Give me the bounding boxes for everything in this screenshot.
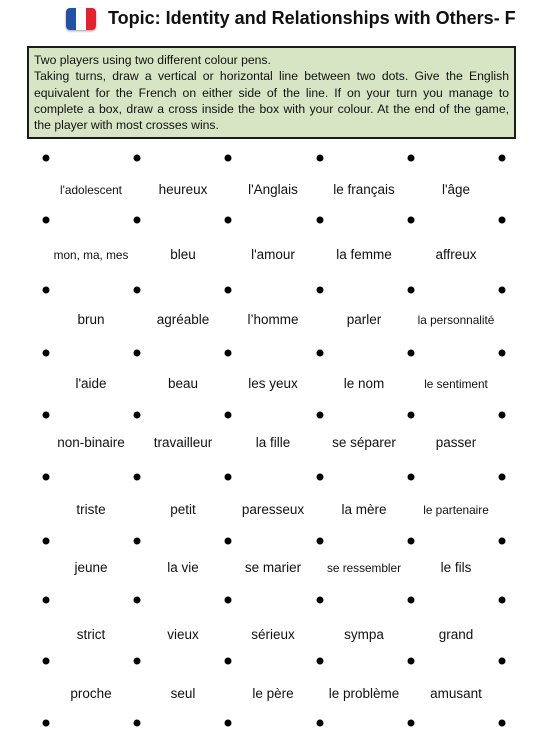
grid-dot[interactable] bbox=[499, 474, 506, 481]
word-cell: strict bbox=[76, 627, 106, 642]
word-cell: jeune bbox=[74, 560, 108, 575]
grid-dot[interactable] bbox=[134, 155, 141, 162]
grid-dot[interactable] bbox=[134, 720, 141, 727]
word-cell: l'amour bbox=[251, 247, 295, 262]
word-cell: seul bbox=[170, 686, 196, 701]
grid-dot[interactable] bbox=[43, 412, 50, 419]
word-cell: non-binaire bbox=[57, 435, 125, 450]
word-cell: l'Anglais bbox=[248, 182, 298, 197]
grid-dot[interactable] bbox=[43, 155, 50, 162]
word-cell: le nom bbox=[343, 376, 385, 391]
word-cell: la personnalité bbox=[417, 313, 495, 327]
grid-dot[interactable] bbox=[317, 217, 324, 224]
word-cell: proche bbox=[70, 686, 112, 701]
word-cell: passer bbox=[435, 435, 477, 450]
word-cell: la mère bbox=[341, 502, 387, 517]
grid-dot[interactable] bbox=[225, 538, 232, 545]
grid-dot[interactable] bbox=[134, 350, 141, 357]
instructions-line-2: Taking turns, draw a vertical or horizontal line between two dots. Give the English equivalent for the French on either side of the line. If on your turn you manage to complete a box, draw a cross inside the box with your colour. At the end of the game, the player with most crosses wins. bbox=[34, 69, 509, 133]
word-cell: parler bbox=[346, 312, 382, 327]
grid-dot[interactable] bbox=[408, 155, 415, 162]
grid-dot[interactable] bbox=[134, 597, 141, 604]
grid-dot[interactable] bbox=[134, 217, 141, 224]
grid-dot[interactable] bbox=[134, 412, 141, 419]
grid-dot[interactable] bbox=[499, 217, 506, 224]
word-cell: l'aide bbox=[75, 376, 107, 391]
grid-dot[interactable] bbox=[225, 155, 232, 162]
grid-dot[interactable] bbox=[408, 287, 415, 294]
grid-dot[interactable] bbox=[499, 597, 506, 604]
word-cell: se ressembler bbox=[326, 561, 402, 575]
word-cell: le père bbox=[252, 686, 294, 701]
grid-dot[interactable] bbox=[317, 287, 324, 294]
word-cell: heureux bbox=[158, 182, 208, 197]
grid-dot[interactable] bbox=[499, 155, 506, 162]
word-cell: petit bbox=[170, 502, 196, 517]
grid-dot[interactable] bbox=[43, 217, 50, 224]
grid-dot[interactable] bbox=[317, 720, 324, 727]
grid-dot[interactable] bbox=[408, 720, 415, 727]
grid-dot[interactable] bbox=[225, 597, 232, 604]
grid-dot[interactable] bbox=[225, 217, 232, 224]
grid-dot[interactable] bbox=[225, 350, 232, 357]
word-cell: brun bbox=[77, 312, 105, 327]
word-cell: la femme bbox=[336, 247, 392, 262]
grid-dot[interactable] bbox=[317, 538, 324, 545]
word-cell: beau bbox=[167, 376, 199, 391]
word-cell: grand bbox=[438, 627, 474, 642]
word-cell: sympa bbox=[344, 627, 384, 642]
grid-dot[interactable] bbox=[408, 538, 415, 545]
grid-dot[interactable] bbox=[134, 658, 141, 665]
grid-dot[interactable] bbox=[408, 658, 415, 665]
grid-dot[interactable] bbox=[225, 287, 232, 294]
word-cell: l'âge bbox=[441, 182, 471, 197]
word-cell: l’homme bbox=[247, 312, 299, 327]
instructions-line-1: Two players using two different colour pens. bbox=[34, 53, 271, 67]
word-cell: vieux bbox=[167, 627, 199, 642]
word-cell: la vie bbox=[167, 560, 199, 575]
grid-dot[interactable] bbox=[43, 350, 50, 357]
grid-dot[interactable] bbox=[408, 597, 415, 604]
grid-dot[interactable] bbox=[499, 538, 506, 545]
grid-dot[interactable] bbox=[408, 350, 415, 357]
grid-dot[interactable] bbox=[317, 155, 324, 162]
grid-dot[interactable] bbox=[43, 597, 50, 604]
grid-dot[interactable] bbox=[43, 658, 50, 665]
word-cell: triste bbox=[76, 502, 106, 517]
grid-dot[interactable] bbox=[317, 658, 324, 665]
grid-dot[interactable] bbox=[134, 538, 141, 545]
word-cell: bleu bbox=[170, 247, 196, 262]
word-cell: mon, ma, mes bbox=[53, 248, 129, 262]
word-cell: la fille bbox=[255, 435, 291, 450]
word-cell: l'adolescent bbox=[60, 183, 122, 197]
grid-dot[interactable] bbox=[134, 287, 141, 294]
grid-dot[interactable] bbox=[499, 287, 506, 294]
grid-dot[interactable] bbox=[317, 474, 324, 481]
word-cell: se marier bbox=[244, 560, 302, 575]
word-cell: le sentiment bbox=[424, 377, 488, 391]
grid-dot[interactable] bbox=[499, 720, 506, 727]
word-cell: les yeux bbox=[248, 376, 298, 391]
grid-dot[interactable] bbox=[43, 720, 50, 727]
grid-dot[interactable] bbox=[43, 474, 50, 481]
grid-dot[interactable] bbox=[317, 350, 324, 357]
word-cell: sérieux bbox=[251, 627, 295, 642]
word-cell: se séparer bbox=[332, 435, 396, 450]
page-title: Topic: Identity and Relationships with Others- F bbox=[108, 8, 516, 28]
word-cell: travailleur bbox=[153, 435, 213, 450]
word-cell: affreux bbox=[435, 247, 477, 262]
word-cell: agréable bbox=[156, 312, 210, 327]
grid-dot[interactable] bbox=[317, 597, 324, 604]
word-cell: paresseux bbox=[241, 502, 305, 517]
grid-dot[interactable] bbox=[499, 412, 506, 419]
word-cell: le partenaire bbox=[423, 503, 489, 517]
grid-dot[interactable] bbox=[134, 474, 141, 481]
word-cell: le problème bbox=[328, 686, 400, 701]
grid-dot[interactable] bbox=[499, 350, 506, 357]
grid-dot[interactable] bbox=[225, 720, 232, 727]
grid-dot[interactable] bbox=[43, 287, 50, 294]
grid-dot[interactable] bbox=[408, 412, 415, 419]
grid-dot[interactable] bbox=[499, 658, 506, 665]
grid-dot[interactable] bbox=[225, 474, 232, 481]
word-cell: le fils bbox=[440, 560, 472, 575]
grid-dot[interactable] bbox=[408, 217, 415, 224]
grid-dot[interactable] bbox=[317, 412, 324, 419]
grid-dot[interactable] bbox=[225, 412, 232, 419]
word-cell: amusant bbox=[430, 686, 482, 701]
grid-dot[interactable] bbox=[225, 658, 232, 665]
word-cell: le français bbox=[333, 182, 395, 197]
grid-dot[interactable] bbox=[43, 538, 50, 545]
grid-dot[interactable] bbox=[408, 474, 415, 481]
